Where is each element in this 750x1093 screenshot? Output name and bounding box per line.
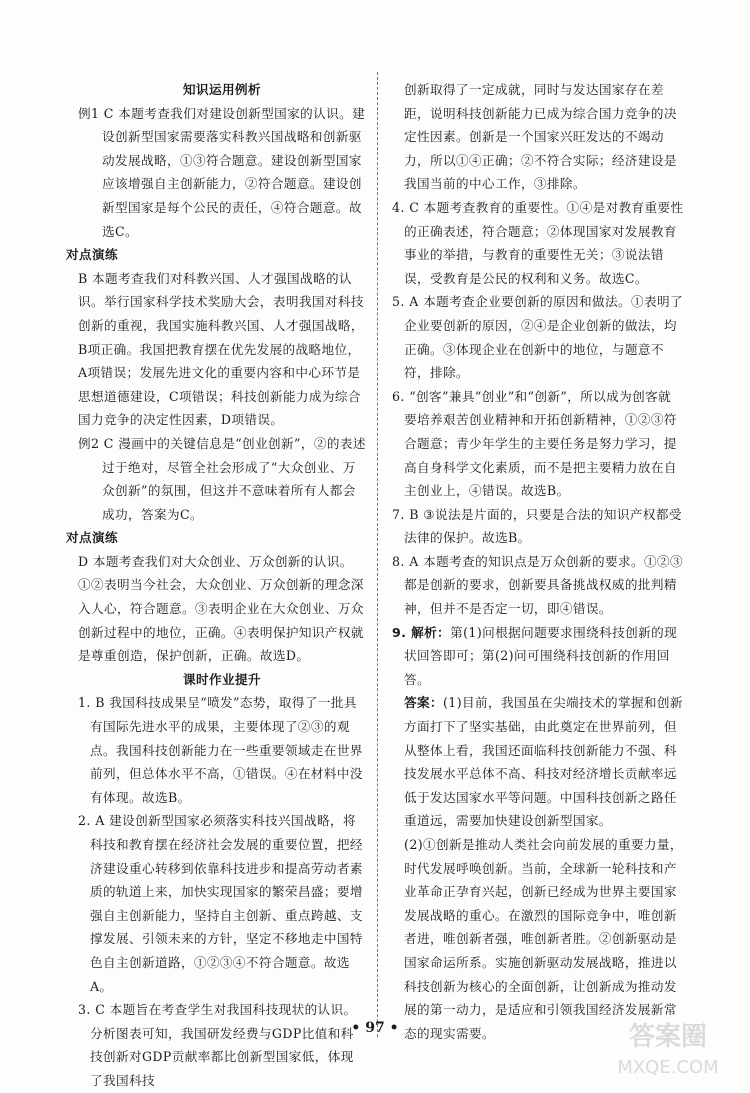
- svg-text:答案圈: 答案圈: [628, 1022, 708, 1052]
- drill-1: B 本题考查我们对科教兴国、人才强国战略的认识。举行国家科学技术奖励大会，表明我国对科技创新的重视，我国实施科教兴国、人才强国战略，B项正确。我国把教育摆在优先发展的战略地位，A项错误；发展先进文化的重要内容和中心环节是思想道德建设，C项错误；科技创新能力成为综合国力竞争的决定性因素，D项错误。: [78, 270, 364, 428]
- left-column: [66, 78, 366, 1093]
- question-9-label: 9. 解析：: [392, 624, 451, 640]
- question-4: 4. C 本题考查教育的重要性。①④是对教育重要性的正确表述，符合题意；②体现国家对发展教育事业的举措，与教育的重要性无关；③说法错误，受教育是公民的权利和义务。故选C。: [392, 199, 684, 286]
- question-2: 2. A 建设创新型国家必须落实科技兴国战略，将科技和教育摆在经济社会发展的重要位置，把经济建设重心转移到依靠科技进步和提高劳动者素质的轨道上来，加快实现国家的繁荣昌盛；要增强自主创新能力，坚持自主创新、重点跨越、支撑发展、引领未来的方针，坚定不移地走中国特色自主创新道路，①②③④不符合题意。故选A。: [78, 813, 363, 994]
- drill-2: D 本题考查我们对大众创业、万众创新的认识。①②表明当今社会，大众创业、万众创新的理念深入人心，符合题意。③表明企业在大众创业、万众创新过程中的地位，正确。④表明保护知识产权就是尊重创造，保护创新，正确。故选D。: [78, 553, 364, 664]
- answer-part-2: (2)①创新是推动人类社会向前发展的重要力量，时代发展呼唤创新。当前，全球新一轮科技和产业革命正孕育兴起，创新已经成为世界主要国家发展战略的重心。在激烈的国际竞争中，唯创新者进，唯创新者强，唯创新者胜。②创新驱动是国家命运所系。实施创新驱动发展战略，推进以科技创新为核心的全面创新，让创新成为推动发展的第一动力，是适应和引领我国经济发展新常态的现实需要。: [404, 837, 683, 1041]
- example-2: 例2 C 漫画中的关键信息是“创业创新”，②的表述过于绝对，尽管全社会形成了“大众创业、万众创新”的氛围，但这并不意味着所有人都会成功，答案为C。: [78, 435, 366, 522]
- question-6: 6. “创客”兼具“创业”和“创新”，所以成为创客就要培养艰苦创业精神和开拓创新精神，①②③符合题意；青少年学生的主要任务是努力学习，提高自身科学文化素质，而不是把主要精力放在自主创业上，④错误。故选B。: [392, 388, 677, 499]
- example-1: 例1 C 本题考查我们对建设创新型国家的认识。建设创新型国家需要落实科教兴国战略和创新驱动发展战略，①③符合题意。建设创新型国家应该增强自主创新能力，②符合题意。建设创新型国家是每个公民的责任，④符合题意。故选C。: [78, 105, 366, 239]
- question-3-continued: 创新取得了一定成就，同时与发达国家存在差距，说明科技创新能力已成为综合国力竞争的决定性因素。创新是一个国家兴旺发达的不竭动力，所以①④正确；②不符合实际；经济建设是我国当前的中心工作，③排除。: [404, 82, 677, 192]
- drill-title-2: 对点演练: [66, 530, 118, 546]
- question-9-analysis: 第(1)问根据问题要求围绕科技创新的现状回答即可；第(2)问可围绕科技创新的作用回答。: [404, 624, 678, 687]
- section-title-knowledge: 知识运用例析: [183, 82, 261, 97]
- question-1: 1. B 我国科技成果呈“喷发”态势，取得了一批具有国际先进水平的成果，主要体现了②③的观点。我国科技创新能力在一些重要领域走在世界前列，但总体水平不高，①错误。④在材料中没有体现。故选B。: [78, 695, 363, 805]
- question-9: [392, 621, 684, 692]
- question-8: 8. A 本题考查的知识点是万众创新的要求。①②③都是创新的要求，创新要具备挑战权威的批判精神，但并不是否定一切，即④错误。: [392, 553, 683, 617]
- answer-label: 答案：: [404, 695, 443, 711]
- page-number: • 97 •: [351, 1020, 399, 1036]
- right-column: [392, 78, 684, 1045]
- question-7: 7. B ③说法是片面的，只要是合法的知识产权都受法律的保护。故选B。: [392, 506, 682, 546]
- question-3: 3. C 本题旨在考查学生对我国科技现状的认识。分析图表可知，我国研发经费与GDP比值和科技创新对GDP贡献率都比创新型国家低，体现了我国科技: [78, 1002, 357, 1088]
- drill-title-1: 对点演练: [66, 247, 118, 263]
- question-5: 5. A 本题考查企业要创新的原因和做法。①表明了企业要创新的原因，②④是企业创新的做法，均正确。③体现企业在创新中的地位，与题意不符，排除。: [392, 294, 683, 381]
- answer-part-1: (1)目前，我国虽在尖端技术的掌握和创新方面打下了坚实基础，由此奠定在世界前列，但从整体上看，我国还面临科技创新能力不强、科技发展水平总体不高、科技对经济增长贡献率远低于发达国家水平等问题。中国科技创新之路任重道远，需要加快建设创新型国家。: [404, 695, 683, 829]
- section-title-homework: 课时作业提升: [183, 671, 261, 687]
- svg-text:MXQE.COM: MXQE.COM: [617, 1057, 719, 1078]
- column-divider: [377, 72, 378, 1037]
- watermark-logo: [598, 1013, 738, 1083]
- answer-block: [392, 691, 684, 833]
